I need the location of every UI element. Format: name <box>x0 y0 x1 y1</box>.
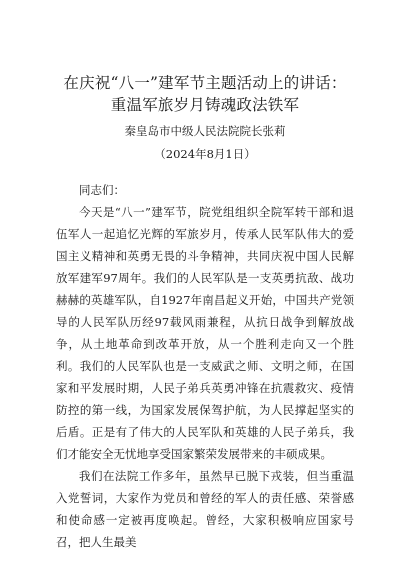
body-paragraph-1: 今天是“八一”建军节，院党组组织全院军转干部和退伍军人一起追忆光辉的军旅岁月，传承人民军队伟大的爱国主义精神和英勇无畏的斗争精神，共同庆祝中国人民解放军建军97周年。我们的人民军队是一支英勇抗敌、战功赫赫的英雄军队，自1927年南昌起义开始，中国共产党领导的人民军队历经97载风雨兼程，从抗日战争到解放战争，从土地革命到改革开放，从一个胜利走向又一个胜利。我们的人民军队也是一支威武之师、文明之师，在国家和平发展时期，人民子弟兵英勇冲锋在抗震救灾、疫情防控的第一线，为国家发展保驾护航，为人民撑起坚实的后盾。正是有了伟大的人民军队和英雄的人民子弟兵，我们才能安全无忧地享受国家繁荣发展带来的丰硕成果。 <box>56 205 354 461</box>
speaker-byline: 秦皇岛市中级人民法院院长张莉 <box>124 124 286 138</box>
speech-title: 在庆祝“八一”建军节主题活动上的讲话：重温军旅岁月铸魂政法铁军 <box>63 74 347 114</box>
salutation: 同志们： <box>79 183 125 197</box>
body-paragraph-2: 我们在法院工作多年，虽然早已脱下戎装，但当重温入党誓词，大家作为党员和曾经的军人的责任感、荣誉感和使命感一定被再度唤起。曾经，大家积极响应国家号召，把人生最美 <box>56 469 354 549</box>
speech-date: （2024年8月1日） <box>154 147 256 161</box>
